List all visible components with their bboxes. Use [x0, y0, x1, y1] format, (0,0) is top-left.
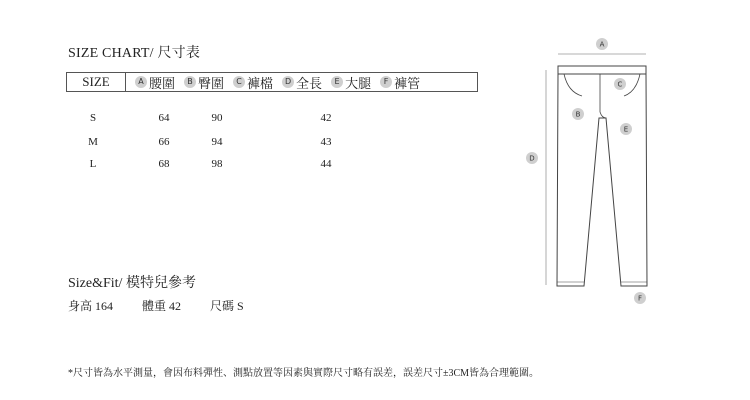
- column-label: 褲檔: [247, 75, 274, 91]
- column-label: 褲管: [394, 75, 421, 91]
- badge-e-icon: E: [331, 76, 343, 88]
- badge-f-icon: F: [380, 76, 392, 88]
- column-label: 大腿: [345, 75, 372, 91]
- model-height: 身高 164: [68, 299, 114, 313]
- hip-cell: 98: [211, 158, 223, 170]
- badge-d-icon: D: [282, 76, 294, 88]
- hip-cell: 94: [211, 136, 223, 148]
- waist-cell: 66: [158, 136, 170, 148]
- svg-text:C: C: [617, 80, 623, 89]
- model-size: 尺碼 S: [210, 299, 244, 313]
- fly-line: [600, 74, 606, 118]
- pants-diagram: [520, 30, 680, 315]
- column-length: [282, 73, 322, 92]
- measurement-note: *尺寸皆為水平測量，會因布料彈性、測點放置等因素與實際尺寸略有誤差，誤差尺寸±3CM皆為合理範圍。: [68, 368, 540, 379]
- badge-b-icon: B: [184, 76, 196, 88]
- left-pocket-line: [564, 74, 582, 96]
- length-cell: 43: [320, 136, 332, 148]
- size-column-header: SIZE: [67, 73, 126, 91]
- waist-cell: 64: [158, 112, 170, 124]
- fit-title: Size&Fit/ 模特兒參考: [68, 276, 196, 291]
- pants-outline: [557, 74, 647, 286]
- column-hem: [380, 73, 420, 92]
- waistband-shape: [558, 66, 646, 74]
- column-thigh: [331, 73, 371, 92]
- waist-cell: 68: [158, 158, 170, 170]
- length-cell: 42: [320, 112, 332, 124]
- badge-b-icon: [572, 108, 584, 120]
- svg-text:D: D: [529, 154, 535, 163]
- column-label: 腰圍: [149, 75, 176, 91]
- size-chart-header: [66, 72, 478, 92]
- model-measurements: [68, 297, 270, 314]
- badge-c-icon: C: [233, 76, 245, 88]
- column-waist: [135, 73, 175, 92]
- column-label: 全長: [296, 75, 323, 91]
- size-cell: S: [89, 112, 97, 124]
- svg-text:B: B: [575, 110, 581, 119]
- column-hip: [184, 73, 224, 92]
- model-weight: 體重 42: [142, 299, 182, 313]
- svg-text:A: A: [599, 40, 605, 49]
- right-pocket-line: [624, 74, 640, 96]
- badge-a-icon: [596, 38, 608, 50]
- size-chart-title: SIZE CHART/ 尺寸表: [68, 46, 201, 61]
- badge-e-icon: [620, 123, 632, 135]
- badge-d-icon: [526, 152, 538, 164]
- svg-text:F: F: [637, 294, 643, 303]
- badge-f-icon: [634, 292, 646, 304]
- size-cell: L: [89, 158, 97, 170]
- badge-a-icon: A: [135, 76, 147, 88]
- hip-cell: 90: [211, 112, 223, 124]
- column-rise: [233, 73, 273, 92]
- size-cell: M: [88, 136, 98, 148]
- badge-c-icon: [614, 78, 626, 90]
- length-cell: 44: [320, 158, 332, 170]
- svg-text:E: E: [623, 125, 629, 134]
- column-label: 臀圍: [198, 75, 225, 91]
